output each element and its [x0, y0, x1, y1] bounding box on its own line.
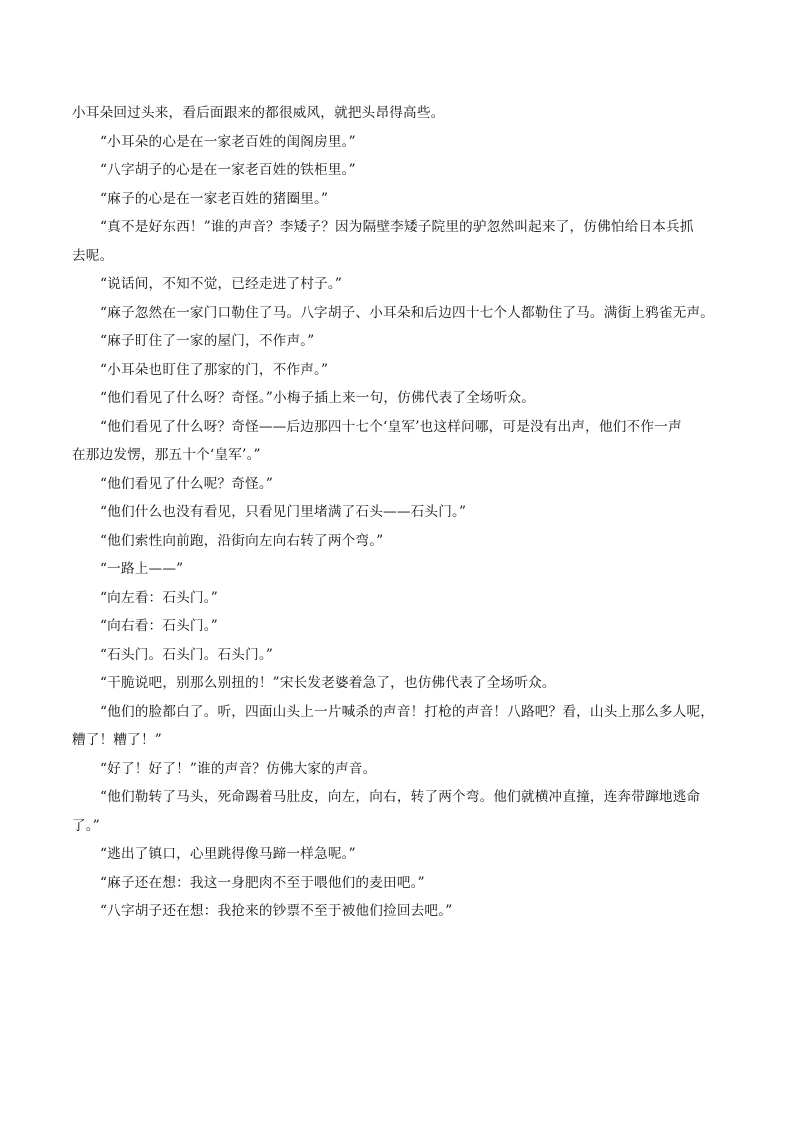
paragraph-line: “他们索性向前跑，沿街向左向右转了两个弯。”	[100, 532, 384, 549]
paragraph-line: “八字胡子还在想：我抢来的钞票不至于被他们捡回去吧。”	[100, 903, 453, 919]
paragraph-line: “真不是好东西！”谁的声音？李矮子？因为隔壁李矮子院里的驴忽然叫起来了，仿佛怕给日本兵抓	[100, 219, 694, 235]
paragraph-line: “干脆说吧，别那么别扭的！”宋长发老婆着急了，也仿佛代表了全场听众。	[100, 675, 556, 691]
paragraph-line: “他们看见了什么呀？奇怪。”小梅子插上来一句，仿佛代表了全场听众。	[100, 390, 536, 406]
paragraph-line: “他们勒转了马头，死命踢着马肚皮，向左，向右，转了两个弯。他们就横冲直撞，连奔带蹿地逃命	[100, 789, 701, 805]
paragraph-line: “说话间，不知不觉，已经走进了村子。”	[100, 276, 342, 292]
paragraph-line: “向右看：石头门。”	[100, 618, 218, 634]
paragraph-line: “好了！好了！”谁的声音？仿佛大家的声音。	[100, 760, 377, 777]
paragraph-line: “石头门。石头门。石头门。”	[100, 646, 274, 663]
paragraph-line: “一路上——”	[100, 561, 184, 577]
paragraph-line: “麻子盯住了一家的屋门，不作声。”	[100, 333, 315, 349]
paragraph-line: “他们的脸都白了。听，四面山头上一片喊杀的声音！打枪的声音！八路吧？看，山头上那么多人呢，	[100, 703, 715, 720]
paragraph-line: 糟了！糟了！”	[72, 732, 162, 748]
paragraph-line: “麻子忽然在一家门口勒住了马。八字胡子、小耳朵和后边四十七个人都勒住了马。满街上鸦雀无声。	[100, 304, 715, 321]
paragraph-line: “逃出了镇口，心里跳得像马蹄一样急呢。”	[100, 846, 356, 862]
paragraph-line: “他们看见了什么呢？奇怪。”	[100, 475, 274, 492]
paragraph-line: 了。”	[72, 817, 100, 834]
paragraph-line: “他们看见了什么呀？奇怪——后边那四十七个‘皇军’也这样问哪，可是没有出声，他们不作一声	[100, 418, 682, 435]
paragraph-line: 去呢。	[72, 247, 114, 264]
paragraph-line: “八字胡子的心是在一家老百姓的铁柜里。”	[100, 162, 356, 178]
paragraph-line: “麻子还在想：我这一身肥肉不至于喂他们的麦田吧。”	[100, 874, 425, 891]
paragraph-line: “小耳朵也盯住了那家的门，不作声。”	[100, 361, 329, 378]
paragraph-line: “向左看：石头门。”	[100, 589, 218, 606]
paragraph-line: 小耳朵回过头来，看后面跟来的都很威风，就把头昂得高些。	[72, 105, 445, 121]
paragraph-line: 在那边发愣，那五十个‘皇军’。”	[72, 447, 261, 463]
paragraph-line: “小耳朵的心是在一家老百姓的闺阁房里。”	[100, 133, 356, 150]
paragraph-line: “他们什么也没有看见，只看见门里堵满了石头——石头门。”	[100, 504, 467, 520]
paragraph-line: “麻子的心是在一家老百姓的猪圈里。”	[100, 190, 329, 207]
document-body	[72, 99, 732, 926]
